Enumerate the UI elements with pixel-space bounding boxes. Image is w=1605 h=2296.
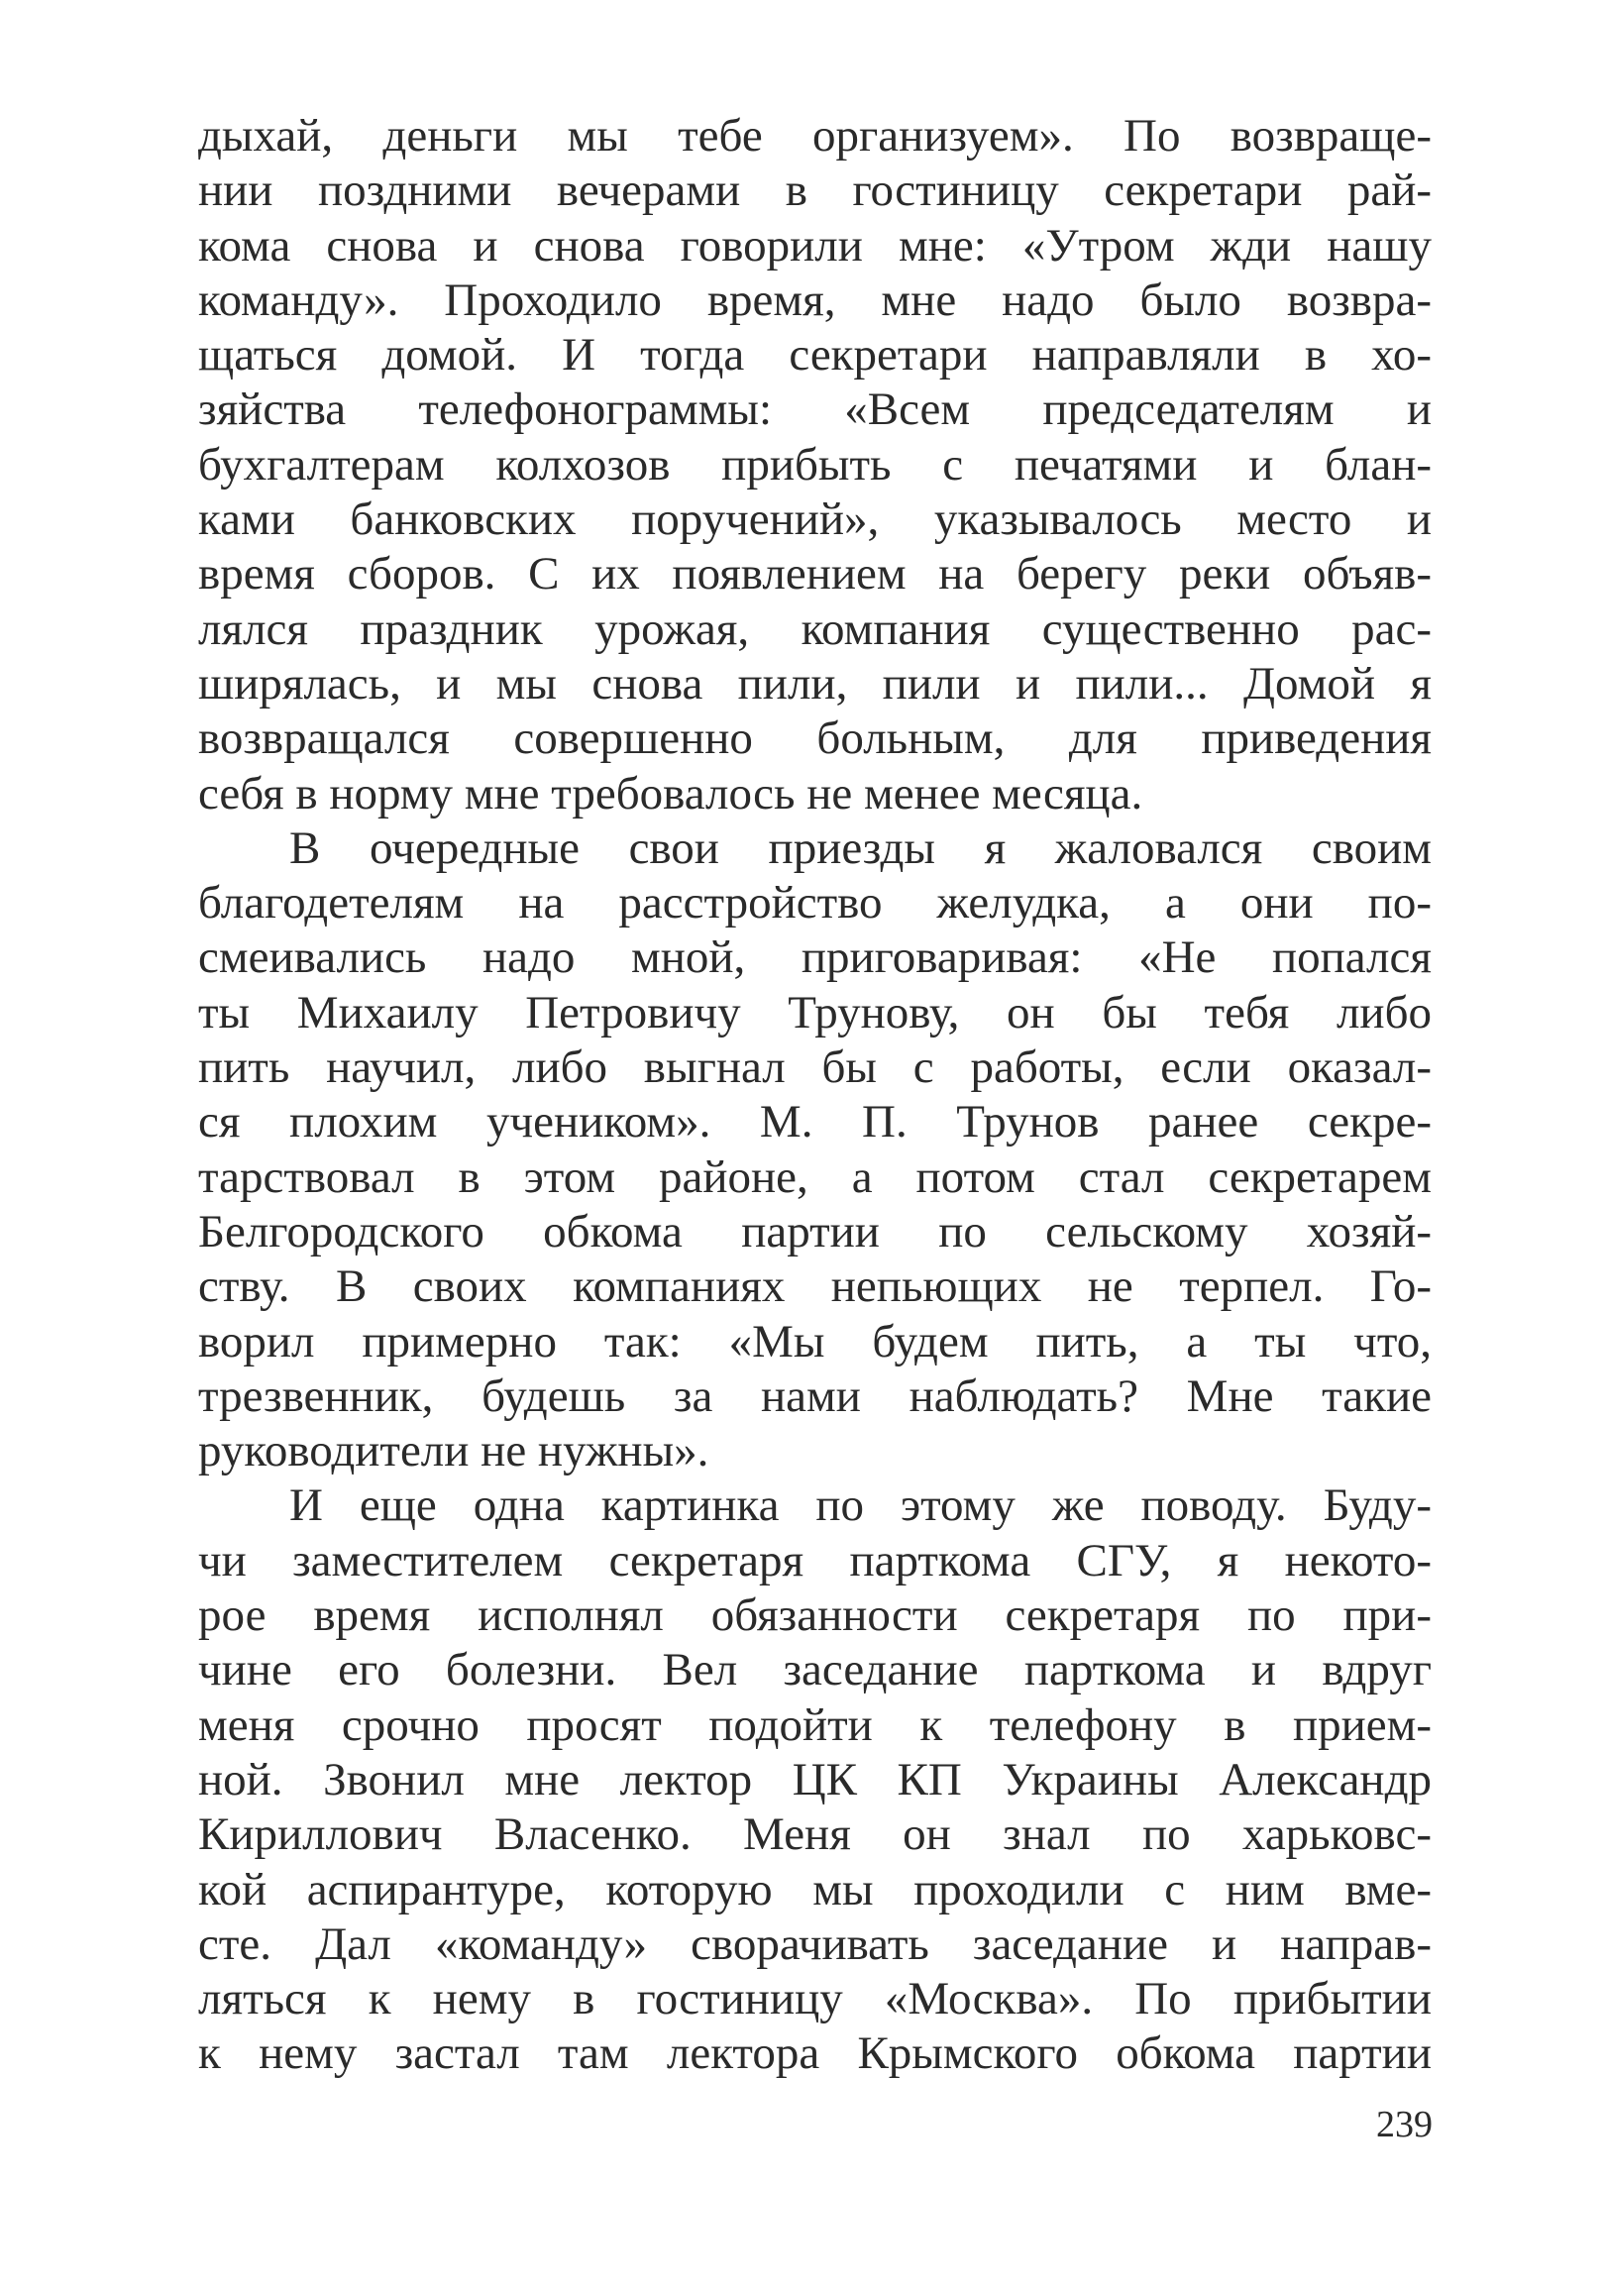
text-line: к нему застал там лектора Крымского обкома партии [198, 2027, 1432, 2080]
text-line: В очередные свои приезды я жаловался своим [289, 821, 1432, 874]
body-text [198, 109, 1432, 2082]
text-line: нии поздними вечерами в гостиницу секретари рай- [198, 164, 1432, 217]
paragraph-1 [198, 109, 1432, 821]
text-line: смеивались надо мной, приговаривая: «Не попался [198, 931, 1432, 984]
text-line: время сборов. С их появлением на берегу реки объяв- [198, 548, 1432, 601]
text-line: руководители не нужны». [198, 1425, 709, 1477]
text-line: лялся праздник урожая, компания существенно рас- [198, 602, 1432, 655]
text-line: бухгалтерам колхозов прибыть с печатями и блан- [198, 438, 1432, 491]
text-line: ной. Звонил мне лектор ЦК КП Украины Александр [198, 1753, 1432, 1805]
text-line: Кириллович Власенко. Меня он знал по харьковс- [198, 1808, 1432, 1861]
text-line: кома снова и снова говорили мне: «Утром жди нашу [198, 219, 1432, 272]
text-line: возвращался совершенно больным, для приведения [198, 712, 1432, 765]
paragraph-3 [198, 1478, 1432, 2081]
text-line: благодетелям на расстройство желудка, а они по- [198, 877, 1432, 929]
text-line: команду». Проходило время, мне надо было возвра- [198, 273, 1432, 326]
text-line: ками банковских поручений», указывалось место и [198, 493, 1432, 546]
text-line: дыхай, деньги мы тебе организуем». По возвраще- [198, 110, 1432, 162]
paragraph-2 [198, 821, 1432, 1479]
text-line: зяйства телефонограммы: «Всем председателям и [198, 383, 1432, 436]
page-number: 239 [1376, 2104, 1433, 2145]
text-line: рое время исполнял обязанности секретаря по при- [198, 1589, 1432, 1642]
text-line: ворил примерно так: «Мы будем пить, а ты что, [198, 1315, 1432, 1367]
text-line: чине его болезни. Вел заседание парткома и вдруг [198, 1644, 1432, 1696]
text-line: Белгородского обкома партии по сельскому хозяй- [198, 1205, 1432, 1257]
text-line: тарствовал в этом районе, а потом стал секретарем [198, 1150, 1432, 1203]
text-line: ты Михаилу Петровичу Трунову, он бы тебя либо [198, 986, 1432, 1039]
text-line: сте. Дал «команду» сворачивать заседание и направ- [198, 1917, 1432, 1970]
text-line: кой аспирантуре, которую мы проходили с ним вме- [198, 1863, 1432, 1915]
text-line: себя в норму мне требовалось не менее месяца. [198, 767, 1143, 820]
text-line: ляться к нему в гостиницу «Москва». По прибытии [198, 1973, 1432, 2025]
text-line: пить научил, либо выгнал бы с работы, если оказал- [198, 1041, 1432, 1094]
text-line: меня срочно просят подойти к телефону в прием- [198, 1698, 1432, 1751]
text-line: И еще одна картинка по этому же поводу. Буду- [289, 1479, 1432, 1532]
text-line: чи заместителем секретаря парткома СГУ, я некото- [198, 1534, 1432, 1586]
text-line: ширялась, и мы снова пили, пили и пили... Домой я [198, 657, 1432, 710]
text-line: ству. В своих компаниях непьющих не терпел. Го- [198, 1260, 1432, 1313]
text-line: щаться домой. И тогда секретари направляли в хо- [198, 329, 1432, 382]
text-line: трезвенник, будешь за нами наблюдать? Мне такие [198, 1369, 1432, 1422]
text-line: ся плохим учеником». М. П. Трунов ранее секре- [198, 1096, 1432, 1148]
